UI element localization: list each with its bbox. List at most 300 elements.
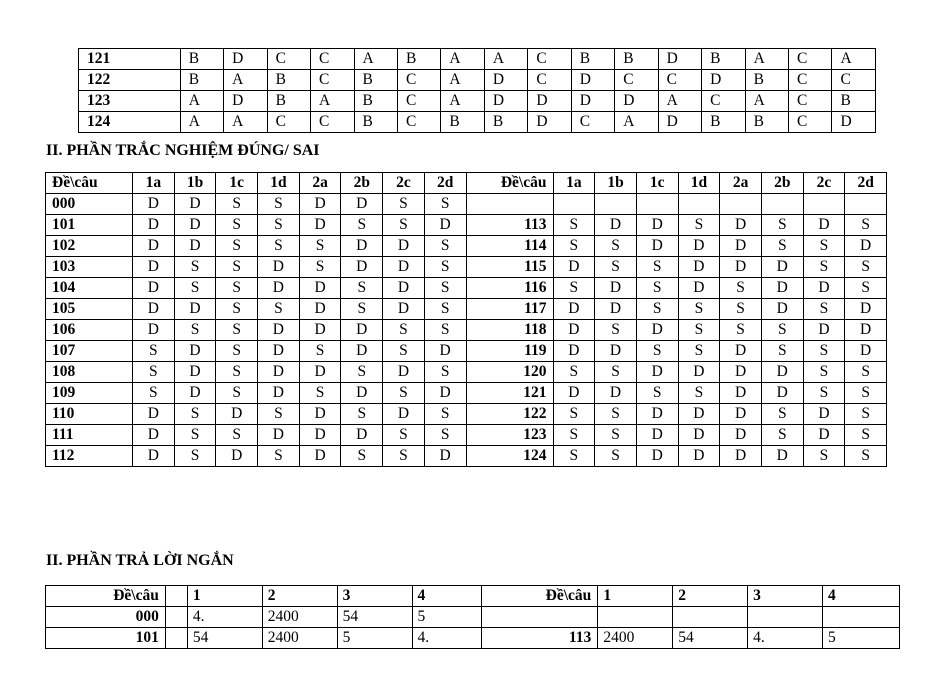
answer-cell: D xyxy=(761,383,803,404)
answer-cell: S xyxy=(803,257,845,278)
answer-cell: S xyxy=(845,446,887,467)
answer-cell: D xyxy=(258,341,300,362)
answer-cell: S xyxy=(845,362,887,383)
answer-cell: S xyxy=(216,299,258,320)
column-header: 2d xyxy=(424,173,466,194)
column-header: 2d xyxy=(845,173,887,194)
answer-cell: B xyxy=(267,91,310,112)
answer-cell: S xyxy=(845,257,887,278)
exam-code-cell: 120 xyxy=(466,362,553,383)
answer-cell: 4. xyxy=(412,628,482,649)
exam-code-cell: 104 xyxy=(46,278,133,299)
answer-cell: S xyxy=(174,320,216,341)
answer-cell: A xyxy=(745,49,788,70)
answer-cell: A xyxy=(441,49,484,70)
exam-code-cell: 124 xyxy=(79,112,181,133)
answer-cell: D xyxy=(720,383,762,404)
answer-cell: D xyxy=(299,299,341,320)
answer-cell: S xyxy=(216,383,258,404)
answer-cell: S xyxy=(595,425,637,446)
answer-cell: S xyxy=(258,299,300,320)
answer-cell: S xyxy=(803,236,845,257)
answer-cell xyxy=(678,194,720,215)
answer-cell: 54 xyxy=(673,628,748,649)
answer-cell: D xyxy=(484,70,527,91)
answer-cell: S xyxy=(299,236,341,257)
answer-cell: D xyxy=(383,257,425,278)
answer-cell: 5 xyxy=(412,607,482,628)
answer-cell: S xyxy=(595,320,637,341)
answer-cell: S xyxy=(845,215,887,236)
answer-cell: D xyxy=(424,341,466,362)
answer-cell: D xyxy=(424,383,466,404)
answer-cell: D xyxy=(258,362,300,383)
exam-code-cell: 109 xyxy=(46,383,133,404)
answer-cell: D xyxy=(678,404,720,425)
answer-cell: D xyxy=(174,215,216,236)
answer-cell: S xyxy=(636,278,678,299)
answer-cell: S xyxy=(678,383,720,404)
answer-cell: D xyxy=(803,278,845,299)
answer-cell: D xyxy=(636,404,678,425)
exam-code-cell: 115 xyxy=(466,257,553,278)
table-row xyxy=(46,194,887,215)
answer-cell: D xyxy=(803,425,845,446)
answer-cell: S xyxy=(383,341,425,362)
answer-cell: D xyxy=(803,404,845,425)
answer-cell: D xyxy=(174,383,216,404)
answer-cell: C xyxy=(311,112,354,133)
answer-cell: S xyxy=(383,194,425,215)
exam-code-cell: 000 xyxy=(46,194,133,215)
answer-cell: D xyxy=(174,299,216,320)
exam-code-cell: 111 xyxy=(46,425,133,446)
exam-code-cell: 122 xyxy=(79,70,181,91)
answer-cell: D xyxy=(720,236,762,257)
answer-cell: B xyxy=(354,70,397,91)
answer-cell: S xyxy=(424,404,466,425)
answer-cell: S xyxy=(258,215,300,236)
exam-code-cell: 121 xyxy=(466,383,553,404)
answer-cell: B xyxy=(397,49,440,70)
answer-cell: D xyxy=(383,299,425,320)
section-title-true-false: II. PHẦN TRẮC NGHIỆM ĐÚNG/ SAI xyxy=(46,142,320,159)
answer-cell: S xyxy=(803,341,845,362)
answer-cell: S xyxy=(803,446,845,467)
answer-cell: D xyxy=(341,425,383,446)
answer-cell: 54 xyxy=(337,607,412,628)
column-header: 2 xyxy=(262,586,337,607)
answer-cell: D xyxy=(845,341,887,362)
answer-cell: S xyxy=(761,404,803,425)
answer-cell: D xyxy=(216,446,258,467)
answer-cell: A xyxy=(658,91,701,112)
answer-cell: S xyxy=(845,425,887,446)
answer-cell: S xyxy=(761,320,803,341)
answer-cell: D xyxy=(133,278,175,299)
answer-cell: S xyxy=(761,236,803,257)
answer-cell: S xyxy=(174,425,216,446)
answer-cell: B xyxy=(441,112,484,133)
answer-cell: A xyxy=(745,91,788,112)
table-row xyxy=(46,236,887,257)
column-header: 1 xyxy=(187,586,262,607)
table-row xyxy=(46,320,887,341)
table-row xyxy=(46,607,900,628)
table-header-row xyxy=(46,173,887,194)
answer-cell xyxy=(845,194,887,215)
answer-cell: S xyxy=(216,341,258,362)
answer-cell: S xyxy=(761,425,803,446)
answer-cell: B xyxy=(745,70,788,91)
answer-cell: S xyxy=(636,299,678,320)
column-header: 3 xyxy=(337,586,412,607)
answer-cell: D xyxy=(595,299,637,320)
answer-cell: S xyxy=(383,446,425,467)
answer-cell: C xyxy=(311,49,354,70)
answer-cell: D xyxy=(678,446,720,467)
answer-cell: D xyxy=(636,446,678,467)
answer-cell: B xyxy=(484,112,527,133)
answer-cell: C xyxy=(789,70,832,91)
answer-cell: S xyxy=(678,299,720,320)
exam-code-cell: 101 xyxy=(46,215,133,236)
answer-cell: S xyxy=(636,383,678,404)
answer-cell: C xyxy=(571,112,614,133)
answer-cell: 2400 xyxy=(262,628,337,649)
answer-cell: B xyxy=(267,70,310,91)
answer-cell: D xyxy=(383,278,425,299)
column-header: 2a xyxy=(720,173,762,194)
answer-cell: D xyxy=(845,299,887,320)
answer-cell: D xyxy=(553,341,595,362)
answer-cell: D xyxy=(702,70,745,91)
column-header: 2a xyxy=(299,173,341,194)
answer-cell: D xyxy=(832,112,876,133)
answer-cell: D xyxy=(174,236,216,257)
column-header: 4 xyxy=(412,586,482,607)
exam-code-cell: 116 xyxy=(466,278,553,299)
answer-cell: S xyxy=(383,215,425,236)
table-row xyxy=(46,341,887,362)
answer-cell: D xyxy=(803,320,845,341)
answer-cell: D xyxy=(636,362,678,383)
answer-cell: S xyxy=(258,194,300,215)
answer-cell: S xyxy=(216,194,258,215)
answer-cell: A xyxy=(180,91,223,112)
answer-cell: C xyxy=(832,70,876,91)
exam-code-cell: 112 xyxy=(46,446,133,467)
table-row xyxy=(46,404,887,425)
answer-cell: D xyxy=(528,112,571,133)
table-row xyxy=(46,362,887,383)
answer-cell: D xyxy=(224,91,267,112)
answer-cell: D xyxy=(553,383,595,404)
answer-cell: 5 xyxy=(337,628,412,649)
answer-cell: S xyxy=(133,341,175,362)
answer-cell: A xyxy=(441,91,484,112)
answer-cell: S xyxy=(216,278,258,299)
answer-cell: D xyxy=(424,446,466,467)
answer-cell: D xyxy=(528,91,571,112)
answer-cell: C xyxy=(397,91,440,112)
answer-cell: S xyxy=(636,341,678,362)
answer-cell: D xyxy=(174,362,216,383)
answer-cell xyxy=(598,607,673,628)
answer-cell: B xyxy=(702,112,745,133)
answer-cell: S xyxy=(299,341,341,362)
answer-cell: D xyxy=(761,257,803,278)
answer-cell: C xyxy=(397,112,440,133)
answer-cell: C xyxy=(311,70,354,91)
answer-cell: A xyxy=(615,112,658,133)
column-header-exam-code: Đề\câu xyxy=(466,173,553,194)
exam-code-cell: 122 xyxy=(466,404,553,425)
answer-cell: D xyxy=(571,91,614,112)
answer-cell: D xyxy=(678,362,720,383)
answer-cell: S xyxy=(720,299,762,320)
answer-cell: C xyxy=(789,91,832,112)
answer-cell: C xyxy=(267,112,310,133)
answer-cell: S xyxy=(341,404,383,425)
column-header: 2 xyxy=(673,586,748,607)
answer-cell: S xyxy=(424,278,466,299)
table-row xyxy=(46,446,887,467)
answer-cell: C xyxy=(789,112,832,133)
answer-cell: S xyxy=(258,404,300,425)
column-header: 1d xyxy=(258,173,300,194)
table-row xyxy=(79,91,876,112)
answer-cell: S xyxy=(553,404,595,425)
answer-cell: D xyxy=(484,91,527,112)
exam-code-cell: 121 xyxy=(79,49,181,70)
column-header xyxy=(165,586,187,607)
column-header: 4 xyxy=(823,586,900,607)
answer-cell: S xyxy=(299,383,341,404)
answer-cell: D xyxy=(174,341,216,362)
answer-cell: D xyxy=(761,362,803,383)
answer-cell: D xyxy=(720,215,762,236)
exam-code-cell: 106 xyxy=(46,320,133,341)
column-header: 1b xyxy=(174,173,216,194)
answer-cell: D xyxy=(341,341,383,362)
exam-code-cell: 108 xyxy=(46,362,133,383)
answer-cell: S xyxy=(803,383,845,404)
answer-cell: S xyxy=(424,257,466,278)
answer-cell: D xyxy=(553,257,595,278)
answer-cell: S xyxy=(553,278,595,299)
answer-cell: S xyxy=(595,257,637,278)
answer-cell: A xyxy=(311,91,354,112)
answer-cell: C xyxy=(267,49,310,70)
answer-cell: D xyxy=(678,278,720,299)
exam-code-cell: 118 xyxy=(466,320,553,341)
exam-code-cell xyxy=(482,607,598,628)
answer-cell: D xyxy=(341,383,383,404)
answer-cell: S xyxy=(341,446,383,467)
answer-cell: D xyxy=(720,341,762,362)
answer-cell: D xyxy=(258,383,300,404)
answer-cell: S xyxy=(216,320,258,341)
answer-cell: A xyxy=(832,49,876,70)
answer-cell xyxy=(823,607,900,628)
answer-cell: D xyxy=(174,194,216,215)
answer-cell: D xyxy=(845,320,887,341)
column-header: 1b xyxy=(595,173,637,194)
answer-cell: S xyxy=(553,446,595,467)
answer-cell: S xyxy=(845,278,887,299)
answer-cell: B xyxy=(354,91,397,112)
answer-cell: S xyxy=(424,320,466,341)
column-header: 1 xyxy=(598,586,673,607)
exam-code-cell: 113 xyxy=(466,215,553,236)
column-header: 1c xyxy=(636,173,678,194)
answer-cell: D xyxy=(341,257,383,278)
answer-cell: S xyxy=(636,257,678,278)
answer-cell: C xyxy=(397,70,440,91)
answer-cell: D xyxy=(761,446,803,467)
answer-cell: S xyxy=(424,362,466,383)
table-header-row xyxy=(46,586,900,607)
section-title-short-answer: II. PHẦN TRẢ LỜI NGẮN xyxy=(46,552,234,569)
answer-cell: B xyxy=(745,112,788,133)
answer-cell: 5 xyxy=(823,628,900,649)
answer-cell: S xyxy=(383,383,425,404)
answer-cell: S xyxy=(216,425,258,446)
answer-cell: D xyxy=(658,49,701,70)
answer-cell: 4. xyxy=(748,628,823,649)
column-header: Đề\câu xyxy=(482,586,598,607)
answer-cell: S xyxy=(595,446,637,467)
exam-code-cell: 114 xyxy=(466,236,553,257)
answer-cell: S xyxy=(678,341,720,362)
answer-cell: D xyxy=(761,278,803,299)
answer-table-short-answer xyxy=(45,585,900,649)
answer-cell: S xyxy=(341,362,383,383)
answer-cell: B xyxy=(832,91,876,112)
exam-code-cell: 117 xyxy=(466,299,553,320)
answer-cell: D xyxy=(761,299,803,320)
table-row xyxy=(79,112,876,133)
answer-cell: D xyxy=(299,362,341,383)
answer-cell xyxy=(165,607,187,628)
answer-cell: S xyxy=(720,320,762,341)
column-header: 3 xyxy=(748,586,823,607)
answer-cell: D xyxy=(299,425,341,446)
column-header: 1a xyxy=(133,173,175,194)
table-row xyxy=(46,299,887,320)
answer-cell: S xyxy=(595,362,637,383)
answer-cell: S xyxy=(424,236,466,257)
answer-cell: D xyxy=(636,215,678,236)
answer-cell: D xyxy=(133,257,175,278)
answer-cell: B xyxy=(571,49,614,70)
answer-cell: S xyxy=(424,194,466,215)
answer-cell: S xyxy=(216,362,258,383)
table-row xyxy=(46,278,887,299)
answer-cell: D xyxy=(258,278,300,299)
answer-cell: S xyxy=(761,341,803,362)
answer-cell: D xyxy=(258,320,300,341)
answer-cell: D xyxy=(299,404,341,425)
answer-cell: D xyxy=(341,320,383,341)
answer-cell: S xyxy=(174,404,216,425)
answer-cell: S xyxy=(553,362,595,383)
answer-cell: S xyxy=(174,278,216,299)
answer-cell: D xyxy=(383,404,425,425)
answer-cell: D xyxy=(299,320,341,341)
answer-table-true-false xyxy=(45,172,887,467)
answer-cell: S xyxy=(845,404,887,425)
answer-cell: D xyxy=(678,257,720,278)
exam-code-cell: 119 xyxy=(466,341,553,362)
answer-cell: D xyxy=(678,236,720,257)
answer-cell: S xyxy=(761,215,803,236)
exam-code-cell: 107 xyxy=(46,341,133,362)
answer-cell: D xyxy=(216,404,258,425)
answer-cell: C xyxy=(702,91,745,112)
answer-cell: D xyxy=(720,362,762,383)
answer-cell: C xyxy=(615,70,658,91)
answer-cell xyxy=(553,194,595,215)
answer-cell: D xyxy=(258,257,300,278)
answer-cell: S xyxy=(258,236,300,257)
answer-cell: D xyxy=(133,215,175,236)
answer-cell: S xyxy=(803,299,845,320)
exam-code-cell xyxy=(466,194,553,215)
table-row xyxy=(79,49,876,70)
answer-cell: A xyxy=(484,49,527,70)
answer-cell: S xyxy=(424,299,466,320)
answer-cell: D xyxy=(615,91,658,112)
answer-cell: S xyxy=(595,404,637,425)
answer-cell: D xyxy=(571,70,614,91)
answer-cell: C xyxy=(789,49,832,70)
exam-code-cell: 105 xyxy=(46,299,133,320)
column-header: 2b xyxy=(761,173,803,194)
answer-cell: D xyxy=(224,49,267,70)
column-header: 2c xyxy=(803,173,845,194)
answer-cell: D xyxy=(720,446,762,467)
table-row xyxy=(46,215,887,236)
answer-cell: S xyxy=(424,425,466,446)
exam-code-cell: 101 xyxy=(46,628,166,649)
answer-cell: S xyxy=(216,257,258,278)
answer-cell: D xyxy=(720,404,762,425)
answer-cell: D xyxy=(299,194,341,215)
answer-cell xyxy=(595,194,637,215)
answer-cell: S xyxy=(553,215,595,236)
column-header: Đề\câu xyxy=(46,586,166,607)
answer-cell: B xyxy=(180,70,223,91)
exam-code-cell: 124 xyxy=(466,446,553,467)
column-header: 1a xyxy=(553,173,595,194)
answer-cell: D xyxy=(341,236,383,257)
answer-cell: B xyxy=(702,49,745,70)
exam-code-cell: 113 xyxy=(482,628,598,649)
answer-cell: 4. xyxy=(187,607,262,628)
answer-cell: D xyxy=(383,362,425,383)
answer-cell: D xyxy=(595,341,637,362)
answer-cell: A xyxy=(354,49,397,70)
answer-cell xyxy=(165,628,187,649)
answer-cell: D xyxy=(595,215,637,236)
answer-cell: C xyxy=(658,70,701,91)
exam-code-cell: 102 xyxy=(46,236,133,257)
answer-cell: C xyxy=(528,49,571,70)
exam-code-cell: 103 xyxy=(46,257,133,278)
answer-cell: S xyxy=(341,278,383,299)
